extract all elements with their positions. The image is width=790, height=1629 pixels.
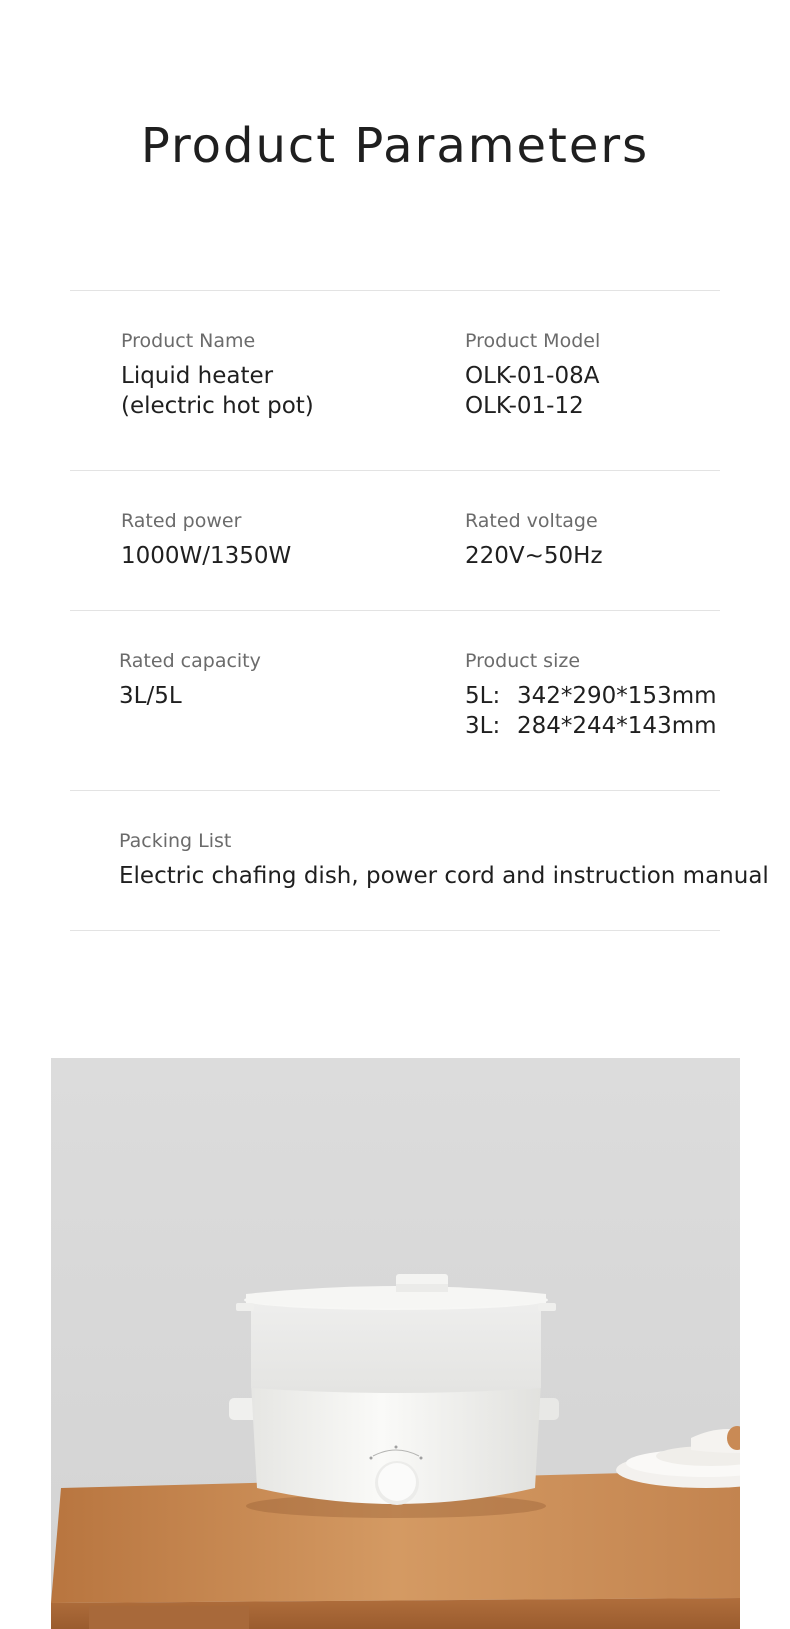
- divider: [70, 790, 720, 791]
- divider: [70, 470, 720, 471]
- param-value-line: Liquid heater: [121, 363, 274, 389]
- product-photo: [51, 1058, 740, 1629]
- param-label: Packing List: [119, 830, 232, 852]
- size-value: 342*290*153mm: [517, 683, 717, 709]
- size-row: [465, 711, 717, 741]
- param-value: 220V~50Hz: [465, 543, 603, 569]
- size-key: 5L:: [465, 683, 501, 709]
- param-product-name: [121, 330, 314, 421]
- param-rated-voltage: [465, 510, 603, 571]
- param-product-model: [465, 330, 600, 421]
- param-label: Rated power: [121, 510, 242, 532]
- page-title: Product Parameters: [140, 118, 650, 174]
- param-product-size: [465, 650, 717, 741]
- param-value: 3L/5L: [119, 683, 182, 709]
- param-label: Rated voltage: [465, 510, 598, 532]
- param-label: Product Name: [121, 330, 256, 352]
- size-key: 3L:: [465, 713, 501, 739]
- divider: [70, 290, 720, 291]
- param-value: Electric chafing dish, power cord and instruction manual: [119, 863, 769, 889]
- divider: [70, 930, 720, 931]
- param-label: Rated capacity: [119, 650, 261, 672]
- divider: [70, 610, 720, 611]
- param-rated-power: [121, 510, 291, 571]
- param-value-line: OLK-01-12: [465, 393, 584, 419]
- param-packing-list: [119, 830, 769, 891]
- param-value: [465, 681, 717, 741]
- size-row: [465, 681, 717, 711]
- param-value: [121, 361, 314, 421]
- param-value-line: OLK-01-08A: [465, 363, 600, 389]
- param-value: [465, 361, 600, 421]
- size-value: 284*244*143mm: [517, 713, 717, 739]
- param-label: Product Model: [465, 330, 601, 352]
- param-label: Product size: [465, 650, 581, 672]
- param-value-line: (electric hot pot): [121, 393, 314, 419]
- param-rated-capacity: [119, 650, 261, 711]
- param-value: 1000W/1350W: [121, 543, 292, 569]
